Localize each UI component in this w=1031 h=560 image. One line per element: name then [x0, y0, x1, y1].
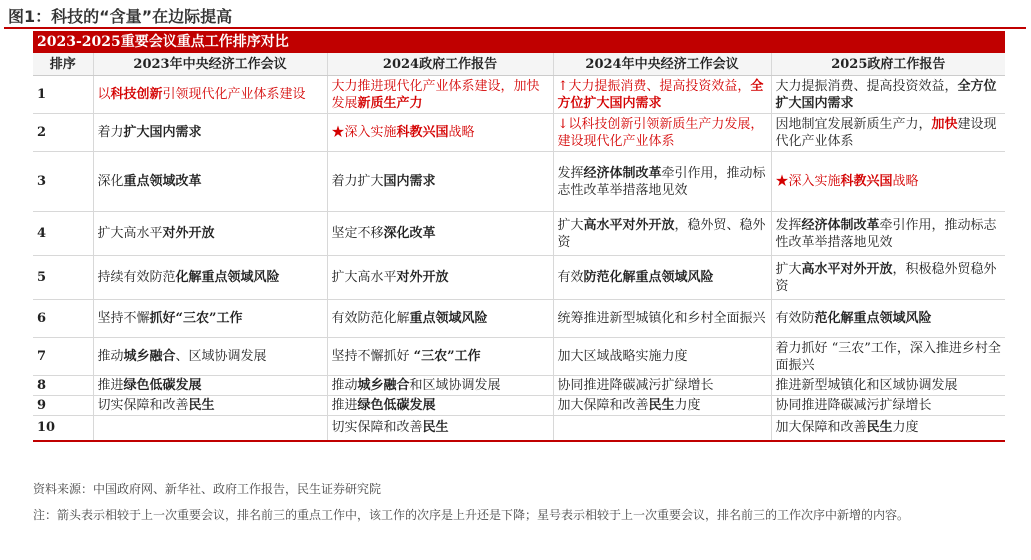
- table-cell: [553, 114, 771, 152]
- table-cell: [327, 416, 553, 441]
- table-cell: [771, 376, 1005, 396]
- cell-text: 新质生产力: [357, 95, 423, 111]
- cell-text: 经济体制改革: [801, 217, 880, 233]
- table-cell: [553, 376, 771, 396]
- cell-text: 切实保障和改善: [331, 420, 423, 436]
- ranking-table: [33, 31, 1005, 442]
- cell-text: 国内需求: [383, 174, 436, 189]
- title-rule: [4, 27, 1026, 29]
- cell-text: 推动: [97, 349, 124, 364]
- table-cell: [93, 338, 327, 376]
- cell-text: 抓好“三农”工作: [149, 311, 243, 326]
- cell-text: 协同推进降碳减污扩绿增长: [775, 398, 932, 413]
- table-cell: [93, 114, 327, 152]
- cell-text: 扩大高水平: [97, 226, 163, 241]
- cell-text: 加大保障和改善: [775, 420, 867, 436]
- table-cell: [327, 300, 553, 338]
- table-cell: [553, 76, 771, 114]
- cell-text: ★深入实施: [331, 125, 397, 140]
- cell-text: 大力推进现代化产业体系建设，加快发展: [331, 78, 540, 111]
- cell-text: 绿色低碳发展: [357, 398, 436, 413]
- rank-cell: 7: [33, 338, 93, 376]
- cell-text: 科教兴国: [840, 174, 893, 189]
- cell-text: 有效防: [775, 311, 815, 326]
- table-cell: [771, 300, 1005, 338]
- cell-text: ↓以科技创新引领新质生产力发展，建设现代化产业体系: [557, 116, 764, 149]
- cell-text: 推动: [331, 378, 358, 393]
- header-col3: 2024年中央经济工作会议: [553, 53, 771, 76]
- cell-text: 有效防范化解: [331, 311, 410, 326]
- cell-text: 推进: [97, 378, 124, 393]
- table-cell: [93, 416, 327, 441]
- table-row: [33, 416, 1005, 441]
- cell-text: 高水平对外开放: [583, 217, 675, 233]
- rank-cell: 1: [33, 76, 93, 114]
- cell-text: 战略: [892, 174, 919, 189]
- cell-text: 大力提振消费、提高投资效益，: [775, 78, 958, 94]
- table-cell: [327, 256, 553, 300]
- cell-text: 经济体制改革: [583, 165, 662, 181]
- table-cell: [771, 396, 1005, 416]
- table-cell: [327, 152, 553, 212]
- cell-text: 推进新型城镇化和区域协调发展: [775, 378, 958, 393]
- table-cell: [327, 376, 553, 396]
- table-banner: 2023-2025重要会议重点工作排序对比: [33, 31, 1005, 53]
- table-row: [33, 256, 1005, 300]
- table-cell: [771, 338, 1005, 376]
- cell-text: 民生: [188, 398, 215, 413]
- cell-text: 重点领域改革: [123, 174, 202, 189]
- table-row: [33, 376, 1005, 396]
- cell-text: 和区域协调发展: [409, 378, 501, 393]
- rank-cell: 4: [33, 212, 93, 256]
- table-cell: [553, 338, 771, 376]
- header-col4: 2025政府工作报告: [771, 53, 1005, 76]
- cell-text: 力度: [892, 420, 919, 436]
- cell-text: 高水平对外开放: [801, 261, 893, 277]
- cell-text: 发挥: [557, 165, 584, 181]
- rank-cell: 2: [33, 114, 93, 152]
- cell-text: 战略: [448, 125, 475, 140]
- rank-cell: 3: [33, 152, 93, 212]
- cell-text: 牵引作用，推动标志性改革举措落地见效: [775, 217, 997, 250]
- rank-cell: 5: [33, 256, 93, 300]
- table-cell: [327, 76, 553, 114]
- table-cell: [771, 416, 1005, 441]
- cell-text: 牵引作用，推动标志性改革举措落地见效: [557, 165, 766, 198]
- cell-text: 民生: [866, 420, 893, 436]
- cell-text: 建设现代化产业体系: [775, 116, 997, 149]
- table-cell: [771, 152, 1005, 212]
- cell-text: 坚持不懈: [97, 311, 150, 326]
- cell-text: 以: [97, 87, 111, 102]
- rank-cell: 8: [33, 376, 93, 396]
- table-cell: [93, 376, 327, 396]
- table-cell: [771, 212, 1005, 256]
- table-cell: [93, 256, 327, 300]
- cell-text: 有效: [557, 270, 584, 285]
- cell-text: 重点领域风险: [409, 311, 488, 326]
- table-row: [33, 396, 1005, 416]
- cell-text: ，稳外贸、稳外资: [557, 217, 766, 250]
- table-row: [33, 114, 1005, 152]
- cell-text: 科技创新: [110, 87, 163, 102]
- table-cell: [553, 300, 771, 338]
- table-cell: [327, 114, 553, 152]
- table-cell: [93, 212, 327, 256]
- table-row: [33, 300, 1005, 338]
- table-cell: [327, 338, 553, 376]
- table-cell: [771, 76, 1005, 114]
- cell-text: 坚持不懈抓好: [331, 349, 414, 364]
- cell-text: 化解重点领域风险: [175, 270, 280, 285]
- cell-text: 持续有效防范: [97, 270, 176, 285]
- cell-text: 绿色低碳发展: [123, 378, 202, 393]
- table-cell: [93, 76, 327, 114]
- cell-text: 统筹推进新型城镇化和乡村全面振兴: [557, 311, 766, 326]
- cell-text: 加大保障和改善: [557, 398, 649, 413]
- table-cell: [93, 152, 327, 212]
- table-cell: [553, 396, 771, 416]
- cell-text: 深化: [97, 174, 124, 189]
- cell-text: 全方位扩大国内需求: [775, 78, 997, 111]
- table-cell: [553, 212, 771, 256]
- cell-text: 范化解重点领域风险: [814, 311, 932, 326]
- cell-text: 加大区域战略实施力度: [557, 349, 688, 364]
- cell-text: 防范化解重点领域风险: [583, 270, 714, 285]
- cell-text: 民生: [648, 398, 675, 413]
- header-col2: 2024政府工作报告: [327, 53, 553, 76]
- cell-text: 着力抓好 “三农”工作，深入推进乡村全面振兴: [775, 340, 1001, 373]
- rank-cell: 9: [33, 396, 93, 416]
- cell-text: 扩大高水平: [331, 270, 397, 285]
- cell-text: 、区域协调发展: [175, 349, 267, 364]
- source-note: 资料来源：中国政府网、新华社、政府工作报告，民生证券研究院: [33, 482, 382, 496]
- header-rank: 排序: [33, 53, 93, 76]
- table-row: [33, 76, 1005, 114]
- cell-text: 发挥: [775, 217, 802, 233]
- cell-text: 城乡融合: [357, 378, 410, 393]
- cell-text: 扩大: [775, 261, 802, 277]
- table-cell: [93, 300, 327, 338]
- cell-text: 着力: [97, 125, 124, 140]
- table-row: [33, 152, 1005, 212]
- cell-text: 推进: [331, 398, 358, 413]
- cell-text: 扩大: [557, 217, 584, 233]
- cell-text: ，积极稳外贸稳外资: [775, 261, 997, 294]
- table-row: [33, 338, 1005, 376]
- table-cell: [771, 114, 1005, 152]
- cell-text: 引领现代化产业体系建设: [162, 87, 306, 102]
- cell-text: ★深入实施: [775, 174, 841, 189]
- cell-text: 民生: [422, 420, 449, 436]
- cell-text: 坚定不移: [331, 226, 384, 241]
- table-cell: [327, 396, 553, 416]
- cell-text: 因地制宜发展新质生产力，: [775, 116, 932, 132]
- cell-text: 着力扩大: [331, 174, 384, 189]
- table-cell: [327, 212, 553, 256]
- cell-text: 全方位扩大国内需求: [557, 78, 764, 111]
- cell-text: 协同推进降碳减污扩绿增长: [557, 378, 714, 393]
- table-row: [33, 212, 1005, 256]
- table-cell: [771, 256, 1005, 300]
- header-row: [33, 53, 1005, 76]
- cell-text: 科教兴国: [396, 125, 449, 140]
- rank-cell: 10: [33, 416, 93, 441]
- table-cell: [553, 416, 771, 441]
- table-cell: [553, 256, 771, 300]
- header-col1: 2023年中央经济工作会议: [93, 53, 327, 76]
- cell-text: 切实保障和改善: [97, 398, 189, 413]
- cell-text: 对外开放: [162, 226, 215, 241]
- table-cell: [553, 152, 771, 212]
- cell-text: 加快: [931, 116, 958, 132]
- table-cell: [93, 396, 327, 416]
- footnote: 注：箭头表示相较于上一次重要会议，排名前三的重点工作中，该工作的次序是上升还是下降；星号表示相较于上一次重要会议，排名前三的工作次序中新增的内容。: [33, 508, 910, 522]
- cell-text: “三农”工作: [413, 349, 481, 364]
- figure-title: 图1：科技的“含量”在边际提高: [8, 7, 233, 26]
- cell-text: 力度: [674, 398, 701, 413]
- cell-text: 城乡融合: [123, 349, 176, 364]
- rank-cell: 6: [33, 300, 93, 338]
- cell-text: 深化改革: [383, 226, 436, 241]
- cell-text: ↑大力提振消费、提高投资效益，: [557, 78, 751, 94]
- cell-text: 对外开放: [396, 270, 449, 285]
- cell-text: 扩大国内需求: [123, 125, 202, 140]
